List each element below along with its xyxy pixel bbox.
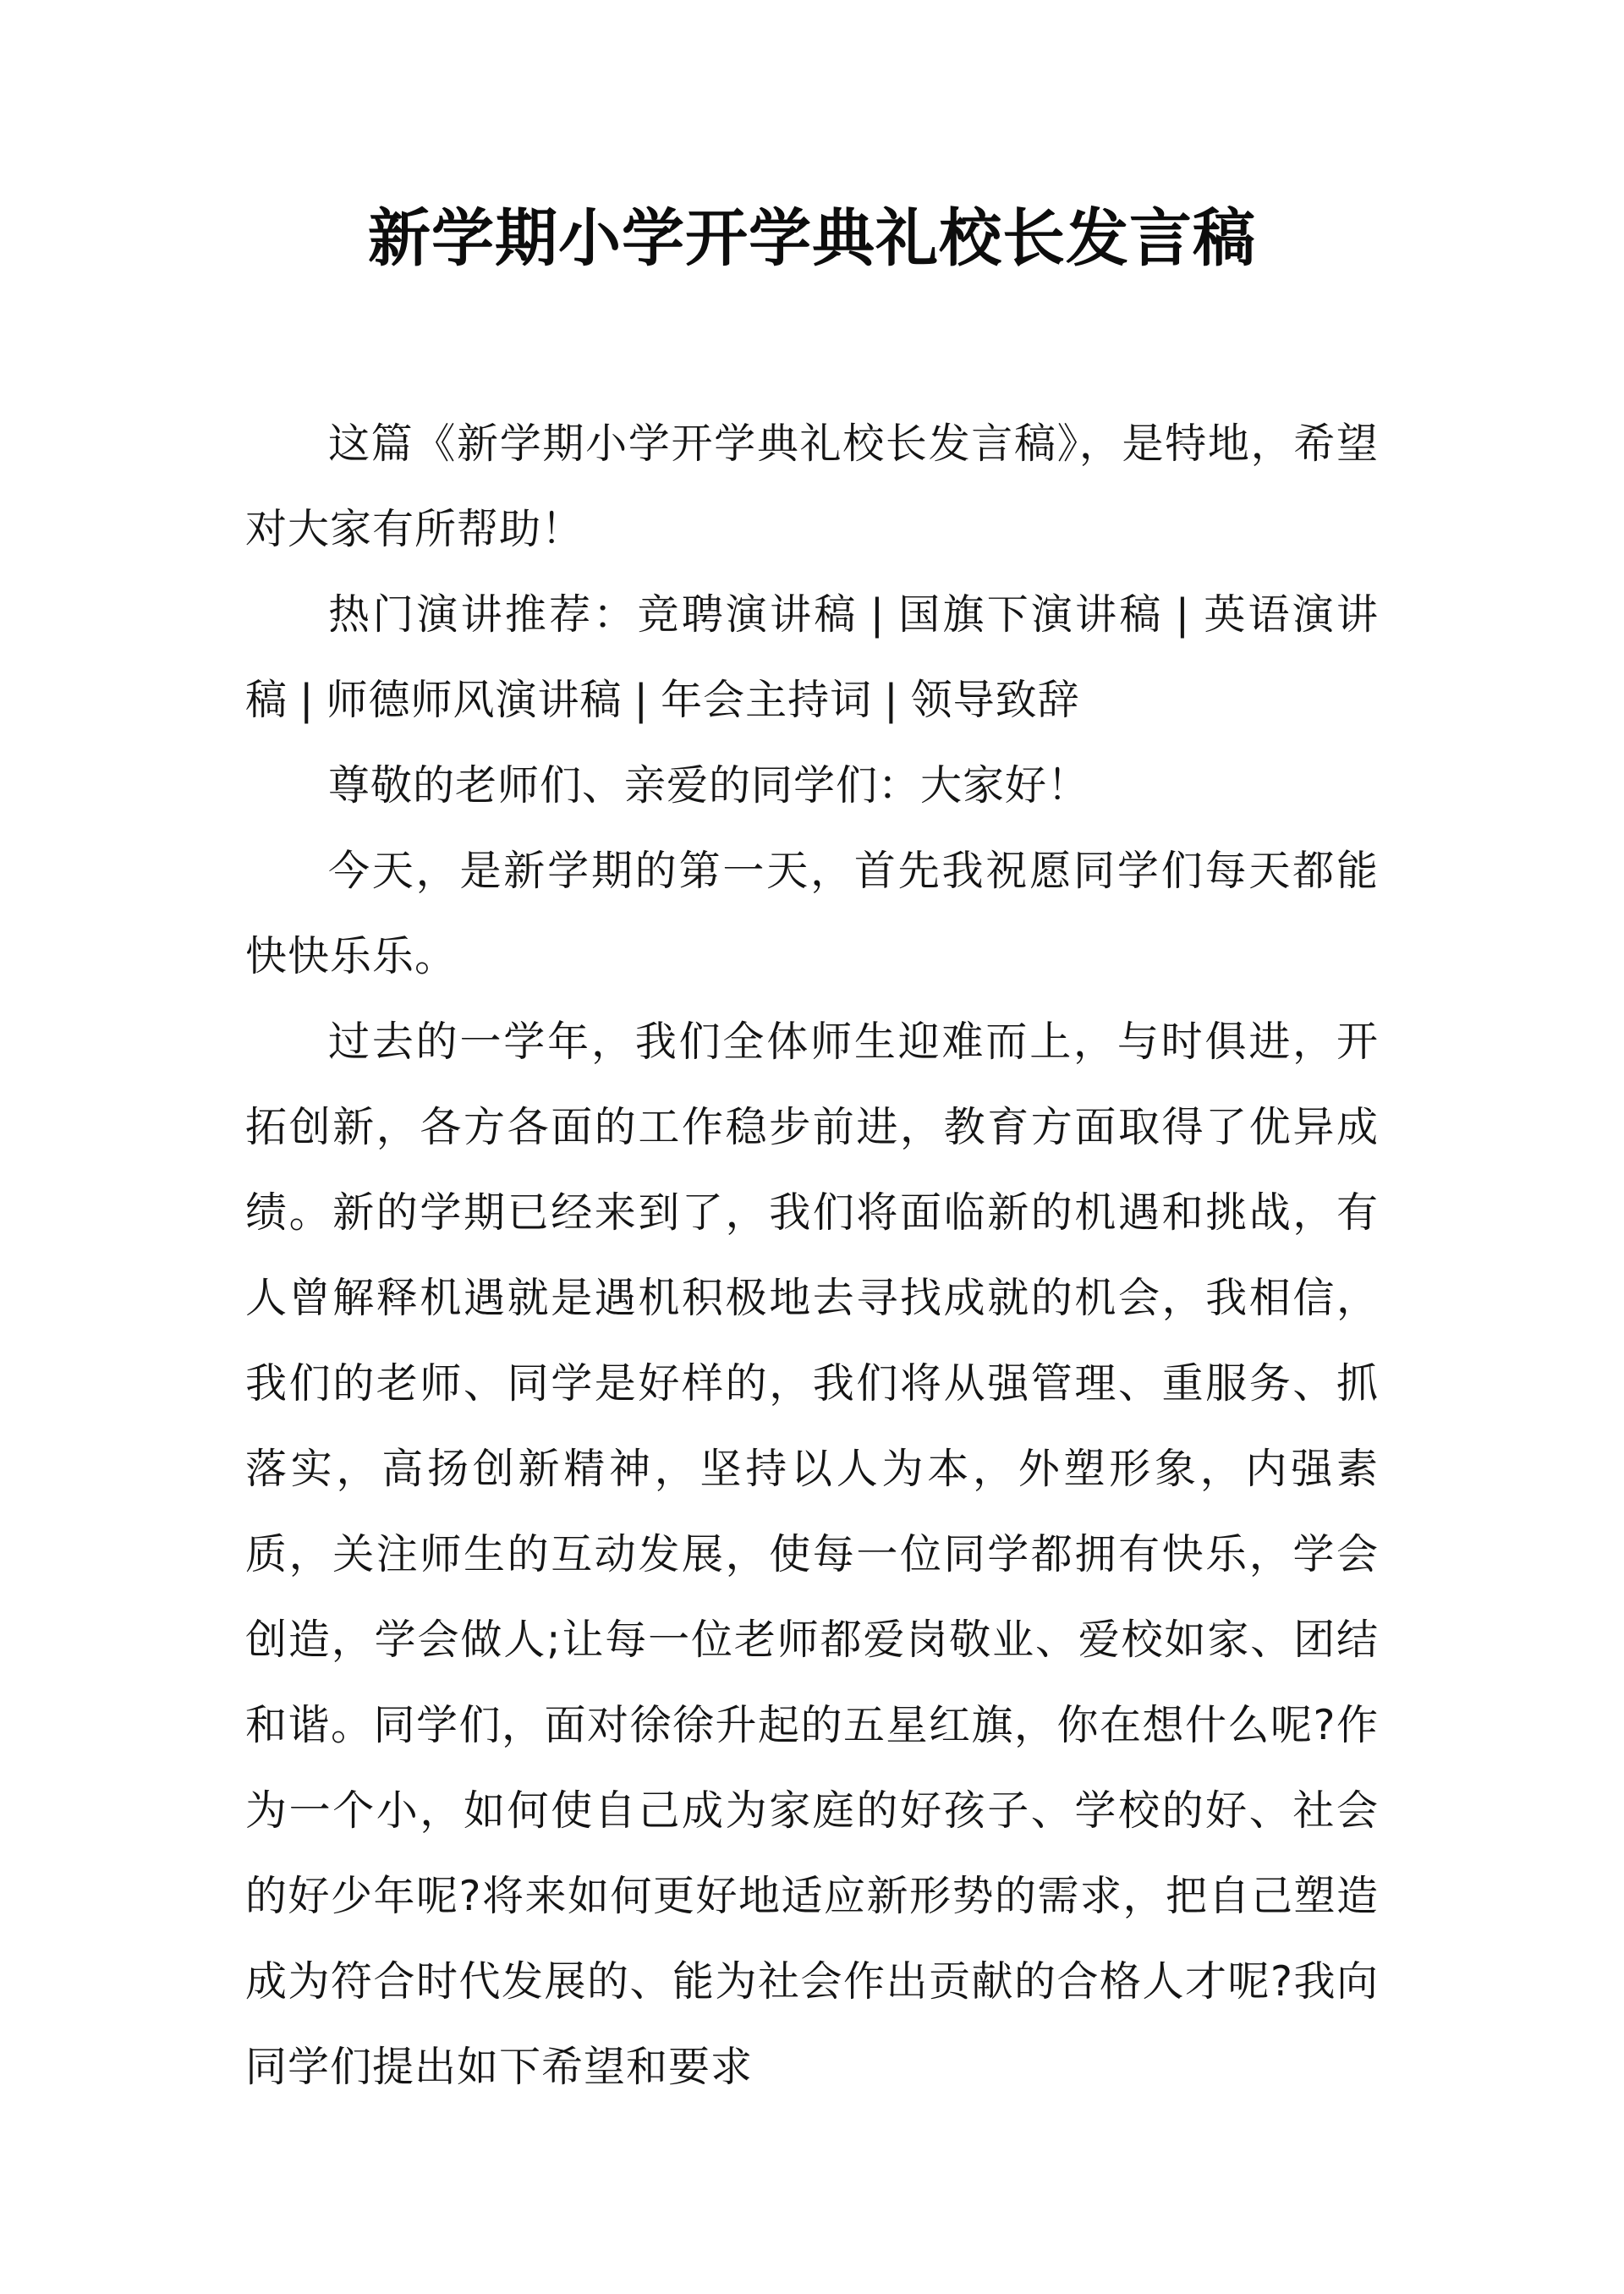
hot-link-lingdao[interactable]: 领导致辞 [910, 676, 1080, 724]
body-paragraph: 过去的一学年，我们全体师生迎难而上，与时俱进，开拓创新，各方各面的工作稳步前进，教育方面取得了优异成绩。新的学期已经来到了，我们将面临新的机遇和挑战，有人曾解释机遇就是遇机积极地去寻找成就的机会，我相信，我们的老师、同学是好样的，我们将从强管理、重服务、抓落实，高扬创新精神，坚持以人为本，外塑形象，内强素质，关注师生的互动发展，使每一位同学都拥有快乐，学会创造，学会做人;让每一位老师都爱岗敬业、爱校如家、团结和谐。同学们，面对徐徐升起的五星红旗，你在想什么呢?作为一个小，如何使自己成为家庭的好孩子、学校的好、社会的好少年呢?将来如何更好地适应新形势的需求，把自己塑造成为符合时代发展的、能为社会作出贡献的合格人才呢?我向同学们提出如下希望和要求 [245, 1018, 1379, 2091]
link-separator: | [299, 676, 315, 724]
intro-paragraph: 这篇《新学期小学开学典礼校长发言稿》，是特地，希望对大家有所帮助！ [245, 420, 1379, 553]
hot-link-yingyu[interactable]: 英语演讲稿 [245, 590, 1379, 724]
body-paragraph: 今天，是新学期的第一天，首先我祝愿同学们每天都能快快乐乐。 [245, 847, 1379, 980]
document-title: 新学期小学开学典礼校长发言稿 [368, 202, 1256, 275]
hot-link-shide[interactable]: 师德师风演讲稿 [326, 676, 623, 724]
link-separator: | [634, 676, 650, 724]
greeting-paragraph: 尊敬的老师们、亲爱的同学们：大家好！ [328, 761, 1090, 809]
link-separator: | [884, 676, 899, 724]
hot-speeches-label: 热门演讲推荐： [328, 590, 638, 639]
hot-speeches-paragraph [245, 572, 1379, 743]
link-separator: | [870, 590, 886, 639]
hot-link-nianhui[interactable]: 年会主持词 [661, 676, 873, 724]
hot-link-guoqixia[interactable]: 国旗下演讲稿 [897, 590, 1164, 639]
link-separator: | [1175, 590, 1191, 639]
document-body [245, 401, 1379, 2110]
hot-link-jingpin[interactable]: 竞聘演讲稿 [637, 590, 859, 639]
